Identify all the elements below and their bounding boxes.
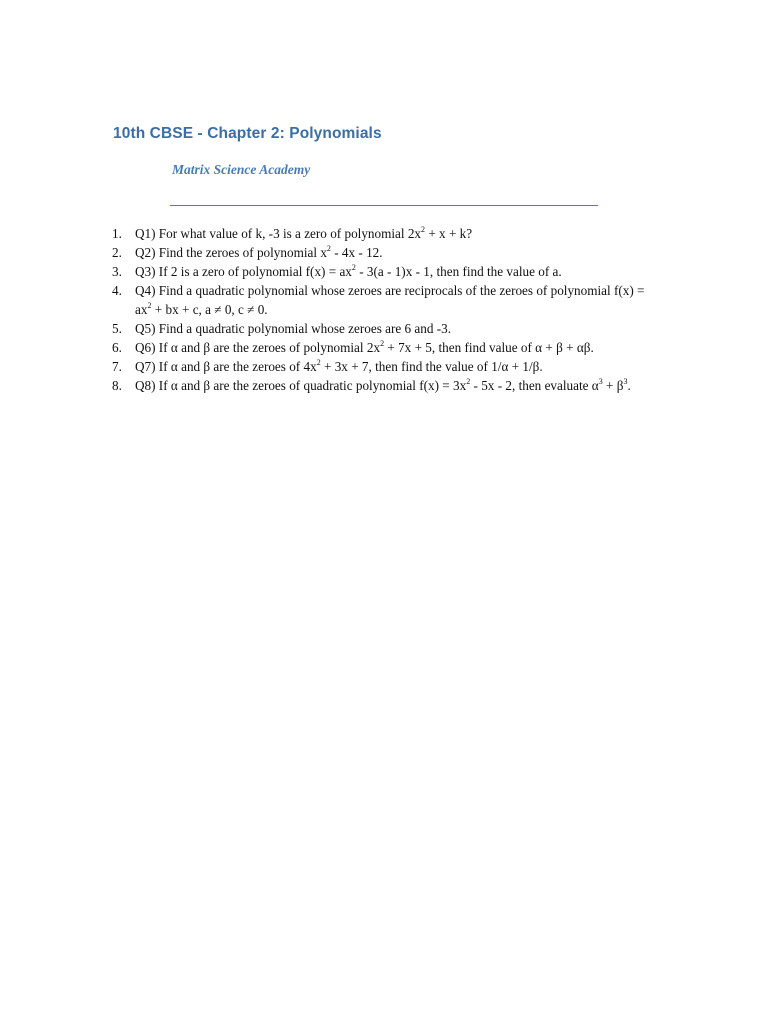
question-item bbox=[112, 376, 657, 395]
question-list bbox=[112, 224, 657, 395]
exponent: 2 bbox=[421, 224, 426, 234]
question-text-part: + 3x + 7, then find the value of 1/α + 1/β. bbox=[320, 359, 543, 374]
exponent: 2 bbox=[466, 376, 471, 386]
question-item bbox=[112, 357, 657, 376]
question-number: 3. bbox=[112, 264, 122, 279]
question-text-part: - 3(a - 1)x - 1, then find the value of a. bbox=[355, 264, 562, 279]
question-text bbox=[135, 224, 657, 243]
header-divider bbox=[170, 205, 598, 206]
question-text bbox=[135, 281, 657, 319]
exponent: 3 bbox=[623, 376, 628, 386]
question-text-part: + β bbox=[602, 378, 624, 393]
question-text-part: - 5x - 2, then evaluate α bbox=[470, 378, 599, 393]
question-item bbox=[112, 338, 657, 357]
question-number: 6. bbox=[112, 340, 122, 355]
question-text-part: Q3) If 2 is a zero of polynomial f(x) = ax bbox=[135, 264, 352, 279]
question-text-part: Q6) If α and β are the zeroes of polynomial 2x bbox=[135, 340, 381, 355]
question-text-part: . bbox=[627, 378, 631, 393]
exponent: 2 bbox=[316, 357, 321, 367]
question-text bbox=[135, 376, 657, 395]
question-item bbox=[112, 281, 657, 319]
exponent: 2 bbox=[380, 338, 385, 348]
question-text-part: + x + k? bbox=[425, 226, 473, 241]
document-title: 10th CBSE - Chapter 2: Polynomials bbox=[113, 125, 382, 142]
question-item bbox=[112, 319, 657, 338]
question-number: 5. bbox=[112, 321, 122, 336]
question-text-part: + bx + c, a ≠ 0, c ≠ 0. bbox=[151, 302, 268, 317]
question-text bbox=[135, 338, 657, 357]
question-text-part: Q7) If α and β are the zeroes of 4x bbox=[135, 359, 317, 374]
question-text-part: Q5) Find a quadratic polynomial whose zeroes are 6 and -3. bbox=[135, 321, 452, 336]
question-text-part: Q4) Find a quadratic polynomial whose zeroes are reciprocals of the zeroes of polynomial f(x) = ax bbox=[135, 283, 645, 317]
question-number: 1. bbox=[112, 226, 122, 241]
question-text bbox=[135, 357, 657, 376]
question-text-part: Q2) Find the zeroes of polynomial x bbox=[135, 245, 327, 260]
question-item bbox=[112, 243, 657, 262]
exponent: 2 bbox=[351, 262, 356, 272]
question-number: 2. bbox=[112, 245, 122, 260]
question-item bbox=[112, 224, 657, 243]
question-item bbox=[112, 262, 657, 281]
question-text-part: Q8) If α and β are the zeroes of quadratic polynomial f(x) = 3x bbox=[135, 378, 467, 393]
question-number: 7. bbox=[112, 359, 122, 374]
question-text-part: - 4x - 12. bbox=[330, 245, 383, 260]
question-text bbox=[135, 319, 657, 338]
question-number: 8. bbox=[112, 378, 122, 393]
question-number: 4. bbox=[112, 283, 122, 298]
document-subtitle: Matrix Science Academy bbox=[172, 162, 311, 177]
question-text bbox=[135, 243, 657, 262]
question-text-part: + 7x + 5, then find value of α + β + αβ. bbox=[384, 340, 594, 355]
exponent: 3 bbox=[598, 376, 603, 386]
exponent: 2 bbox=[326, 243, 331, 253]
exponent: 2 bbox=[147, 300, 152, 310]
question-text bbox=[135, 262, 657, 281]
question-text-part: Q1) For what value of k, -3 is a zero of polynomial 2x bbox=[135, 226, 422, 241]
